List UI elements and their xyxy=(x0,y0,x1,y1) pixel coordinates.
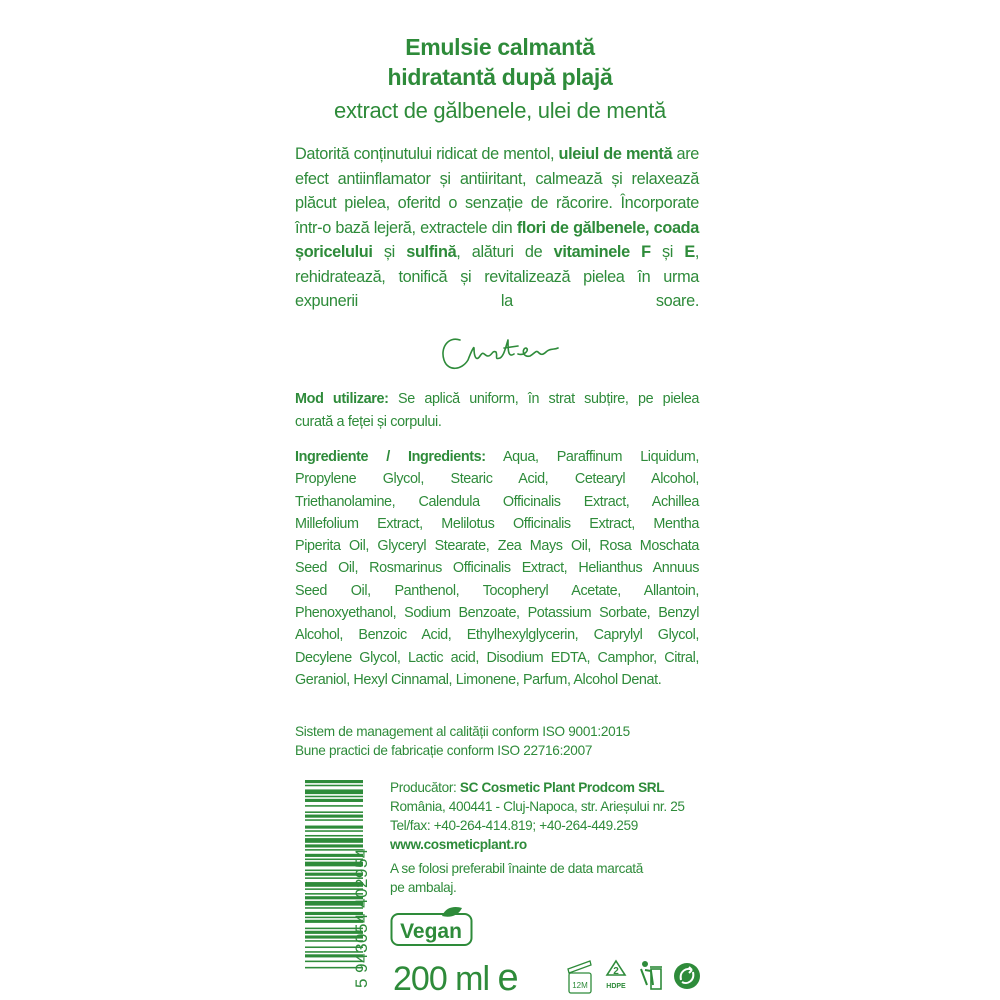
svg-text:12M: 12M xyxy=(572,981,588,990)
iso-certifications: Sistem de management al calității conform ISO 9001:2015 Bune practici de fabricație conform ISO 22716:2007 xyxy=(295,724,630,758)
svg-text:Vegan: Vegan xyxy=(400,920,462,943)
green-dot-icon xyxy=(674,963,700,989)
recycle-hdpe-icon xyxy=(606,961,626,990)
estimated-sign-icon: e xyxy=(497,957,518,999)
svg-text:5 943054 402954: 5 943054 402954 xyxy=(352,848,371,988)
pao-jar-icon xyxy=(568,961,591,993)
product-title-line1: Emulsie calmantă xyxy=(405,34,595,60)
producer-info: Producător: SC Cosmetic Plant Prodcom SRL România, 400441 - Cluj-Napoca, str. Arieșului nr. 25 Tel/fax: +40-264-414.819; +40-264-449.259 www.cosmeticplant.ro xyxy=(390,780,685,852)
leaf-icon xyxy=(442,907,462,917)
svg-text:HDPE: HDPE xyxy=(606,983,626,990)
product-description: Datorită conținutului ridicat de mentol, uleiul de mentă are efect antiinflamator și antiiritant, calmează și relaxează plăcut pielea, oferitd o senzație de răcorire. Încorporate într-o bază lejeră, extractele din flori de gălbenele, coada șoricelului și sulfină, alături de vitaminele F și E, rehidratează, tonifică și revitalizează pielea în urma expunerii la soare. xyxy=(295,145,700,310)
svg-text:2: 2 xyxy=(613,966,619,977)
product-title-line2: hidratantă după plajă xyxy=(387,64,613,90)
barcode-number xyxy=(337,780,377,990)
signature-image xyxy=(438,326,563,378)
dispose-bin-icon xyxy=(641,961,662,989)
usage-instructions: Mod utilizare: Se aplică uniform, în strat subțire, pe pielea curată a feței și corpului. xyxy=(295,391,699,430)
packaging-symbols xyxy=(563,955,703,997)
vegan-badge xyxy=(390,904,474,948)
ingredients-list: Ingrediente / Ingredients: Aqua, Paraffinum Liquidum, Propylene Glycol, Stearic Acid, Cetearyl Alcohol, Triethanolamine, Calendula Officinalis Extract, Achillea Millefolium Extract, Melilotus Officinalis Extract, Mentha Piperita Oil, Glyceryl Stearate, Zea Mays Oil, Rosa Moschata Seed Oil, Rosmarinus Officinalis Extract, Helianthus Annuus Seed Oil, Panthenol, Tocopheryl Acetate, Allantoin, Phenoxyethanol, Sodium Benzoate, Potassium Sorbate, Benzyl Alcohol, Benzoic Acid, Ethylhexylglycerin, Caprylyl Glycol, Decylene Glycol, Lactic acid, Disodium EDTA, Camphor, Citral, Geraniol, Hexyl Cinnamal, Limonene, Parfum, Alcohol Denat. xyxy=(295,449,699,688)
product-subtitle: extract de gălbenele, ulei de mentă xyxy=(334,98,666,123)
best-before-note: A se folosi preferabil înainte de data marcată pe ambalaj. xyxy=(390,861,643,895)
net-quantity: 200 ml e xyxy=(393,957,518,999)
